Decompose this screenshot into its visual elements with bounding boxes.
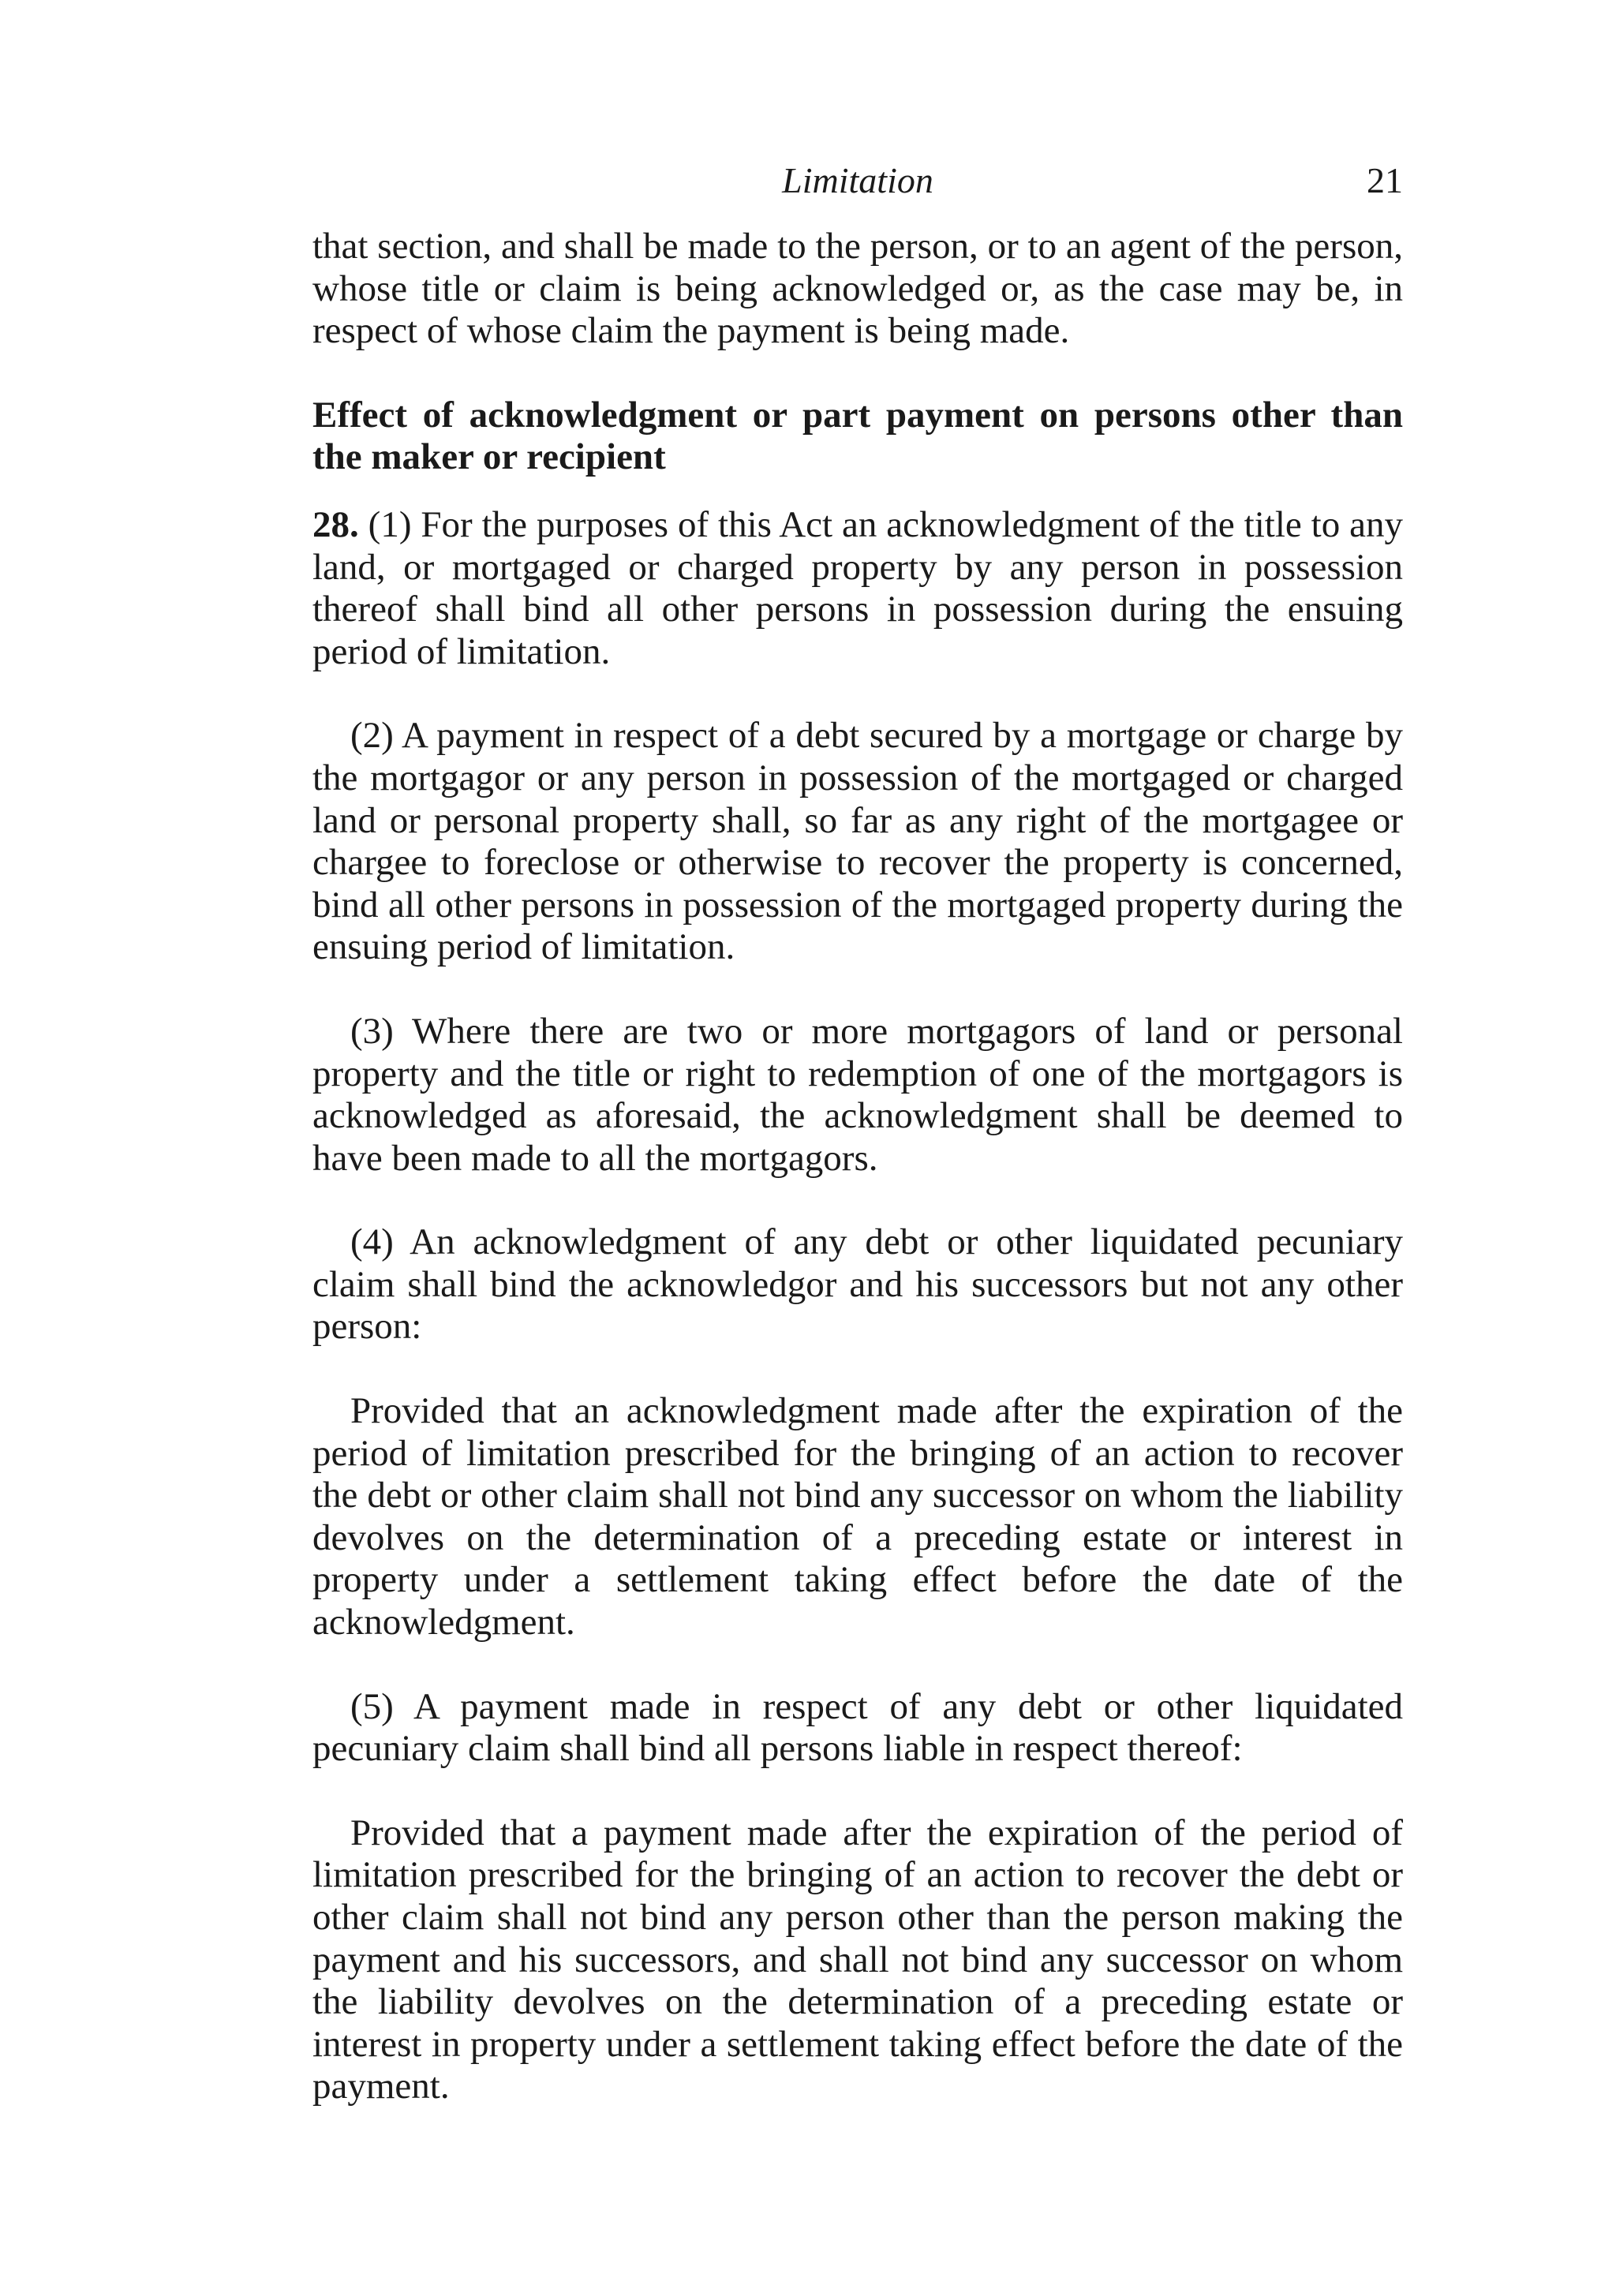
running-head [312,155,1403,207]
section-heading: Effect of acknowledgment or part payment on persons other than the maker or recipient [312,394,1403,478]
proviso-5: Provided that a payment made after the expiration of the period of limitation prescribed for the bringing of an action to recover the debt or other claim shall not bind any person other than the person making the payment and his successors, and shall not bind any successor on whom the liability devolves on the determination of a preceding estate or interest in property under a settlement taking effect before the date of the payment. [312,1812,1403,2107]
continued-paragraph: that section, and shall be made to the person, or to an agent of the person, whose title or claim is being acknowledged or, as the case may be, in respect of whose claim the payment is being made. [312,226,1403,352]
subsection-4: (4) An acknowledgment of any debt or other liquidated pecuniary claim shall bind the acknowledgor and his successors but not any other person: [312,1221,1403,1348]
subsection-1-text: (1) For the purposes of this Act an acknowledgment of the title to any land, or mortgaged or charged property by any person in possession thereof shall bind all other persons in possession during the ensuing period of limitation. [312,503,1404,672]
document-page [312,155,1403,2108]
proviso-4: Provided that an acknowledgment made after the expiration of the period of limitation prescribed for the bringing of an action to recover the debt or other claim shall not bind any successor on whom the liability devolves on the determination of a preceding estate or interest in property under a settlement taking effect before the date of the acknowledgment. [312,1390,1403,1643]
subsection-5: (5) A payment made in respect of any debt or other liquidated pecuniary claim shall bind all persons liable in respect thereof: [312,1685,1403,1770]
subsection-2: (2) A payment in respect of a debt secured by a mortgage or charge by the mortgagor or any person in possession of the mortgaged or charged land or personal property shall, so far as any right of the mortgagee or chargee to foreclose or otherwise to recover the property is concerned, bind all other persons in possession of the mortgaged property during the ensuing period of limitation. [312,715,1403,968]
page-number: 21 [1367,160,1403,200]
running-title: Limitation [782,160,933,200]
subsection-1 [312,504,1403,673]
subsection-3: (3) Where there are two or more mortgagors of land or personal property and the title or right to redemption of one of the mortgagors is acknowledged as aforesaid, the acknowledgment shall be deemed to have been made to all the mortgagors. [312,1010,1403,1179]
section-number: 28. [312,503,359,545]
